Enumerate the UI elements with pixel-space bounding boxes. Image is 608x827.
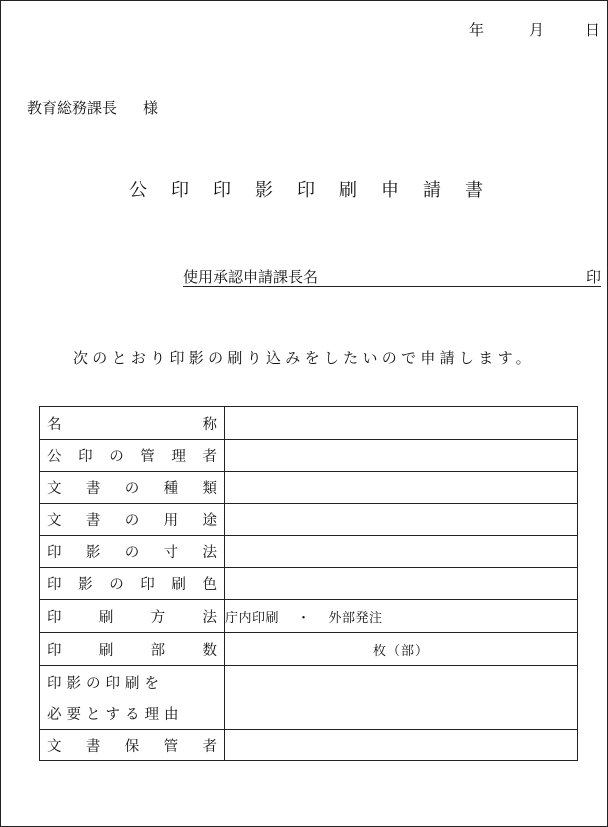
row-label-line2: 必要とする理由 — [47, 706, 184, 723]
label-char: の — [109, 449, 124, 465]
row-label — [40, 568, 225, 600]
label-char: 書 — [85, 513, 101, 529]
row-value-field[interactable] — [225, 730, 578, 761]
row-label — [40, 600, 225, 633]
table-row — [40, 633, 578, 666]
label-char: 理 — [171, 449, 186, 465]
label-char: の — [124, 513, 140, 529]
table-row — [40, 600, 578, 633]
label-char: 用 — [163, 513, 179, 529]
applicant-line[interactable] — [183, 266, 601, 287]
title-char: 印 — [297, 180, 325, 201]
label-char: 印 — [47, 577, 62, 593]
label-char: 書 — [85, 481, 101, 497]
label-char: 者 — [202, 738, 217, 755]
row-value-field[interactable] — [225, 536, 578, 568]
row-value-field[interactable] — [225, 504, 578, 536]
label-char: 法 — [202, 609, 217, 626]
label-char: 法 — [202, 545, 217, 561]
label-char: 公 — [47, 449, 62, 465]
row-label — [40, 407, 225, 440]
table-row — [40, 504, 578, 536]
label-char: 印 — [140, 577, 155, 593]
table-row — [40, 440, 578, 472]
application-table — [39, 406, 578, 761]
title-char: 刷 — [339, 180, 367, 201]
label-char: 方 — [150, 609, 166, 626]
label-char: 書 — [85, 738, 101, 755]
table-row — [40, 472, 578, 504]
label-char: 文 — [47, 481, 62, 497]
label-char: の — [124, 545, 140, 561]
table-row — [40, 407, 578, 440]
title-char: 公 — [129, 180, 157, 201]
addressee-suffix: 様 — [143, 99, 159, 117]
label-char: 管 — [163, 738, 179, 755]
addressee — [27, 97, 158, 118]
label-char: 影 — [85, 545, 101, 561]
label-char: 刷 — [98, 642, 114, 659]
label-char: 部 — [150, 642, 166, 659]
row-label — [40, 633, 225, 666]
label-char: 刷 — [98, 609, 114, 626]
title-char: 申 — [381, 180, 409, 201]
document-title — [1, 176, 607, 202]
title-char: 印 — [213, 180, 241, 201]
label-char: の — [109, 577, 124, 593]
label-char: 途 — [202, 513, 217, 529]
row-label — [40, 472, 225, 504]
title-char: 影 — [255, 180, 283, 201]
copies-field[interactable] — [225, 633, 578, 666]
row-value-field[interactable] — [225, 472, 578, 504]
row-value-field[interactable] — [225, 666, 578, 730]
table-row — [40, 666, 578, 730]
label-char: 色 — [202, 577, 217, 593]
label-char: 印 — [47, 609, 62, 626]
row-label — [40, 504, 225, 536]
row-value-field[interactable] — [225, 440, 578, 472]
title-char: 印 — [171, 180, 199, 201]
row-value-field[interactable] — [225, 568, 578, 600]
row-label — [40, 536, 225, 568]
row-value-field[interactable] — [225, 407, 578, 440]
row-label — [40, 730, 225, 761]
table-row — [40, 730, 578, 761]
table-row — [40, 536, 578, 568]
label-char: 数 — [202, 642, 217, 659]
label-char: 印 — [47, 642, 62, 659]
label-char: 称 — [202, 416, 217, 433]
label-char: 種 — [163, 481, 179, 497]
option-external-order[interactable]: 外部発注 — [328, 610, 383, 626]
seal-mark: 印 — [585, 268, 601, 286]
day-label: 日 — [585, 21, 601, 39]
label-char: 文 — [47, 513, 62, 529]
print-method-field[interactable] — [225, 600, 578, 633]
label-char: 影 — [78, 577, 93, 593]
copies-unit: 枚（部） — [372, 643, 429, 659]
request-statement: 次のとおり印影の刷り込みをしたいので申請します。 — [72, 349, 535, 367]
label-char: 刷 — [171, 577, 186, 593]
option-internal-print[interactable]: 庁内印刷 — [225, 610, 280, 626]
year-label: 年 — [469, 21, 485, 39]
label-char: の — [124, 481, 140, 497]
label-char: 印 — [47, 545, 62, 561]
table-row — [40, 568, 578, 600]
applicant-label: 使用承認申請課長名 — [183, 268, 319, 286]
addressee-name: 教育総務課長 — [27, 99, 118, 117]
label-char: 保 — [124, 738, 140, 755]
row-label — [40, 440, 225, 472]
month-label: 月 — [529, 21, 545, 39]
label-char: 印 — [78, 449, 93, 465]
label-char: 類 — [202, 481, 217, 497]
row-label — [40, 666, 225, 730]
title-char: 請 — [423, 180, 451, 201]
label-char: 寸 — [163, 545, 179, 561]
label-char: 文 — [47, 738, 62, 755]
option-separator: ・ — [297, 610, 311, 626]
row-label-line1: 印影の印刷を — [47, 675, 164, 692]
label-char: 名 — [47, 416, 62, 433]
label-char: 管 — [140, 449, 155, 465]
title-char: 書 — [465, 180, 493, 201]
label-char: 者 — [202, 449, 217, 465]
